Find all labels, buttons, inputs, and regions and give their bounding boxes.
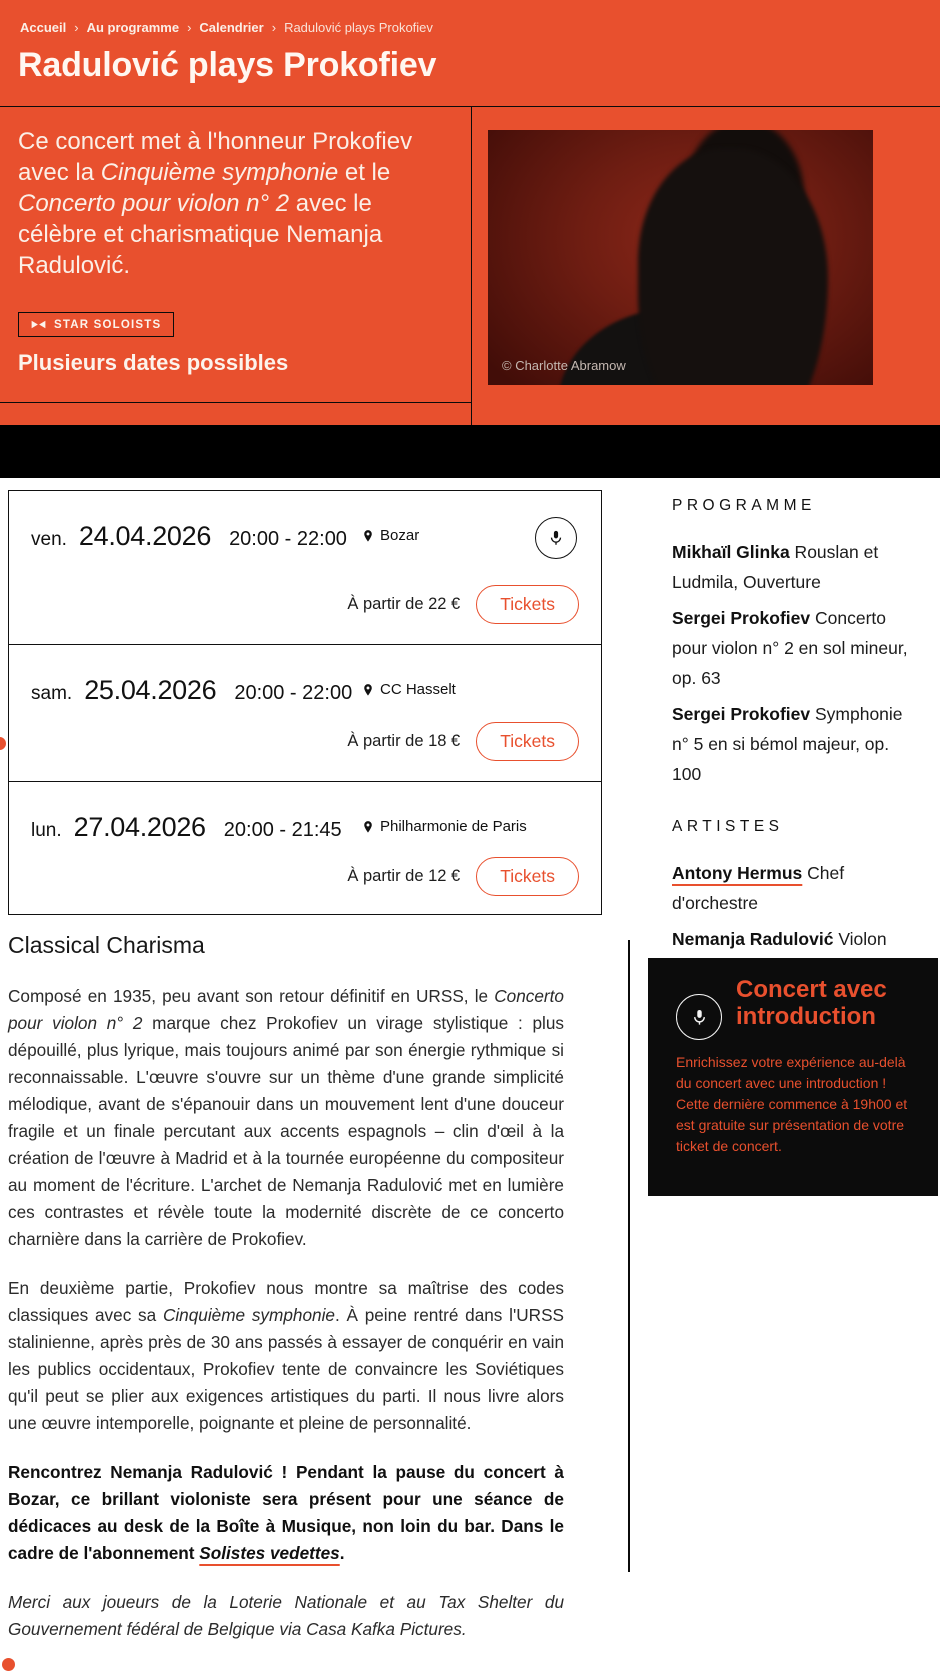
artist-role: Violon <box>833 929 887 949</box>
event-row <box>9 644 601 781</box>
article-body <box>8 983 564 1665</box>
black-band <box>0 425 940 478</box>
event-datetime <box>31 812 342 843</box>
photo-credit: © Charlotte Abramow <box>502 358 626 373</box>
article-paragraph: Rencontrez Nemanja Radulović ! Pendant la pause du concert à Bozar, ce brillant violoniste sera présent pour une séance de dédicaces au desk de la Boîte à Musique, non loin du bar. Dans le cadre de l'abonnement Solistes vedettes. <box>8 1462 564 1563</box>
programme-list <box>672 537 920 795</box>
event-venue <box>361 818 527 835</box>
event-day: lun. <box>31 820 62 841</box>
cursor-dot <box>0 737 6 750</box>
hero-left-bottom-border <box>0 402 471 403</box>
event-date: 24.04.2026 <box>78 521 212 551</box>
event-time: 20:00 - 22:00 <box>229 528 347 550</box>
event-day: ven. <box>31 529 67 550</box>
tickets-button[interactable]: Tickets <box>476 722 579 761</box>
venue-name: Bozar <box>380 527 420 544</box>
breadcrumb-calendrier[interactable]: Calendrier <box>199 20 264 35</box>
concert-intro-box <box>648 958 938 1196</box>
badge-label: STAR SOLOISTS <box>54 318 162 331</box>
event-purchase <box>347 857 579 896</box>
composer-name: Mikhaïl Glinka <box>672 542 790 562</box>
work-title: Rouslan et Ludmila, Ouverture <box>672 542 879 592</box>
composer-name: Sergei Prokofiev <box>672 704 811 724</box>
event-date: 27.04.2026 <box>73 812 206 842</box>
chevron-right-icon: › <box>74 20 79 35</box>
intro-box-title: Concert avec introduction <box>736 976 887 1030</box>
article-paragraph: Composé en 1935, peu avant son retour définitif en URSS, le Concerto pour violon n° 2 marque chez Prokofiev un virage stylistique : plus dépouillé, plus lyrique, mais toujours animé par son énergie rythmique si reconnaissable. L'œuvre s'ouvre sur un thème d'une grande simplicité mélodique, avant de s'épanouir dans un mouvement lent d'une douceur fragile et un finale percutant aux accents espagnols – clin d'œil à la création de l'œuvre à Madrid et à la tournée européenne du compositeur au moment de l'écriture. L'archet de Nemanja Radulović met en lumière ces contrastes et révèle toute la modernité discrète de ce concerto charnière dans la carrière de Prokofiev. <box>8 986 564 1249</box>
artist-item <box>672 858 920 918</box>
event-dates-card <box>8 490 602 915</box>
microphone-icon[interactable] <box>535 517 577 559</box>
price-from: À partir de 12 € <box>347 867 461 885</box>
breadcrumb <box>20 20 433 35</box>
breadcrumb-au-programme[interactable]: Au programme <box>86 20 180 35</box>
breadcrumb-accueil[interactable]: Accueil <box>20 20 67 35</box>
article-heading: Classical Charisma <box>8 932 205 958</box>
page-title: Radulović plays Prokofiev <box>18 46 437 84</box>
event-purchase <box>347 585 579 624</box>
event-time: 20:00 - 22:00 <box>234 682 353 704</box>
event-datetime <box>31 521 347 552</box>
location-pin-icon <box>361 820 375 834</box>
breadcrumb-current: Radulović plays Prokofiev <box>284 20 433 35</box>
location-pin-icon <box>361 529 375 543</box>
chevron-right-icon: › <box>271 20 277 35</box>
tickets-button[interactable]: Tickets <box>476 585 579 624</box>
venue-name: CC Hasselt <box>380 681 456 698</box>
event-purchase <box>347 722 579 761</box>
location-pin-icon <box>361 683 375 697</box>
event-date: 25.04.2026 <box>84 675 217 705</box>
microphone-icon <box>676 994 722 1040</box>
article-paragraph: En deuxième partie, Prokofiev nous montre sa maîtrise des codes classiques avec sa Cinquième symphonie. À peine rentré dans l'URSS stalinienne, après près de 30 ans passés à essayer de conquérir en vain les publics occidentaux, Prokofiev tente de convaincre les Soviétiques qu'il peut se plier aux exigences artistiques du parti. Il nous livre alors une œuvre intemporelle, poignante et pleine de personnalité. <box>8 1278 564 1433</box>
artistes-list <box>672 858 920 960</box>
event-venue <box>361 527 419 544</box>
programme-item <box>672 699 920 789</box>
artist-photo <box>488 130 873 385</box>
event-day: sam. <box>31 683 73 704</box>
event-datetime <box>31 675 352 706</box>
event-row <box>9 491 601 644</box>
multiple-dates-label: Plusieurs dates possibles <box>18 350 289 375</box>
programme-item <box>672 603 920 693</box>
bowtie-star-icon <box>31 320 46 329</box>
programme-heading: PROGRAMME <box>672 497 816 514</box>
hero-section <box>0 0 940 425</box>
chevron-right-icon: › <box>187 20 192 35</box>
artistes-heading: ARTISTES <box>672 818 784 835</box>
price-from: À partir de 18 € <box>347 732 461 750</box>
hero-column-divider <box>471 106 472 425</box>
article-paragraph: Merci aux joueurs de la Loterie Nationale et au Tax Shelter du Gouvernement fédéral de Belgique via Casa Kafka Pictures. <box>8 1592 564 1639</box>
photo-hair-shape <box>638 148 828 385</box>
programme-item <box>672 537 920 597</box>
artist-link[interactable]: Antony Hermus <box>672 863 803 883</box>
intro-box-header <box>676 976 914 1040</box>
event-row <box>9 781 601 916</box>
tickets-button[interactable]: Tickets <box>476 857 579 896</box>
artist-item <box>672 924 920 954</box>
content-vertical-divider <box>628 940 630 1572</box>
work-title: Concerto pour violon n° 2 en sol mineur, op. 63 <box>672 608 908 688</box>
intro-box-body: Enrichissez votre expérience au-delà du concert avec une introduction ! Cette dernière commence à 19h00 et est gratuite sur présentation de votre ticket de concert. <box>676 1054 908 1154</box>
star-soloists-badge[interactable] <box>18 312 174 337</box>
work-title: Symphonie n° 5 en si bémol majeur, op. 100 <box>672 704 903 784</box>
composer-name: Sergei Prokofiev <box>672 608 811 628</box>
concert-intro-text: Ce concert met à l'honneur Prokofiev avec la Cinquième symphonie et le Concerto pour violon n° 2 avec le célèbre et charismatique Nemanja Radulović. <box>18 128 413 279</box>
artist-role: Chef d'orchestre <box>672 863 845 913</box>
cursor-dot <box>2 1658 15 1671</box>
event-time: 20:00 - 21:45 <box>223 819 342 841</box>
venue-name: Philharmonie de Paris <box>380 818 527 835</box>
event-venue <box>361 681 456 698</box>
artist-name: Nemanja Radulović <box>672 929 834 949</box>
price-from: À partir de 22 € <box>347 595 461 613</box>
hero-divider <box>0 106 940 107</box>
